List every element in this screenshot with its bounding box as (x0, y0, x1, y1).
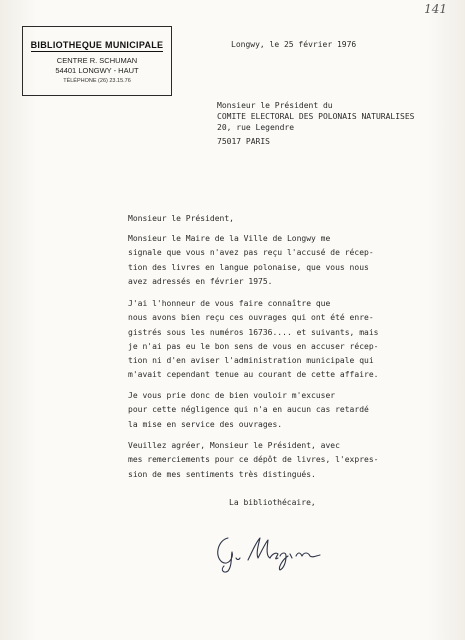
text-line: gistrés sous les numéros 16736.... et suivants, mais (128, 327, 379, 337)
text-line: la mise en service des ouvrages. (128, 419, 283, 429)
recipient-line: 75017 PARIS (217, 137, 270, 146)
text-line: nous avons bien reçu ces ouvrages qui ont été enre- (128, 313, 374, 323)
letterhead-line2: 54401 LONGWY - HAUT (55, 66, 139, 75)
library-name: BIBLIOTHEQUE MUNICIPALE (30, 40, 164, 50)
text-line: J'ai l'honneur de vous faire connaître que (128, 299, 331, 308)
text-line: mes remerciements pour ce dépôt de livres, l'expres- (128, 455, 379, 465)
signature-drawing (212, 524, 332, 574)
folio-number: 141 (424, 2, 447, 16)
text-line: tion des livres en langue polonaise, que vous nous (128, 262, 369, 272)
letterhead-line1: CENTRE R. SCHUMAN (56, 56, 138, 65)
recipient-line: COMITE ELECTORAL DES POLONAIS NATURALISES (217, 112, 415, 121)
text-line: Veuillez agréer, Monsieur le Président, avec (128, 441, 340, 450)
recipient-address (217, 100, 414, 147)
recipient-line: 20, rue Legendre (217, 123, 295, 132)
recipient-line: Monsieur le Président du (217, 101, 333, 110)
letterhead-phone: TÉLÉPHONE (26) 23.15.76 (63, 78, 131, 84)
paragraph-3 (128, 389, 426, 432)
text-line: signale que vous n'avez pas reçu l'accusé de récep- (128, 248, 374, 258)
paragraph-4 (128, 439, 426, 482)
text-line: m'avait cependant tenue au courant de cette affaire. (128, 370, 379, 380)
text-line: pour cette négligence qui n'a en aucun cas retardé (128, 405, 369, 415)
date-line: Longwy, le 25 février 1976 (231, 40, 357, 49)
closing-line: La bibliothécaire, (229, 498, 316, 507)
text-line: je n'ai pas eu le bon sens de vous en accuser récep- (128, 341, 379, 351)
letterhead-stamp (22, 26, 172, 96)
salutation: Monsieur le Président, (128, 214, 234, 223)
text-line: sion de mes sentiments très distingués. (128, 469, 316, 479)
text-line: avez adressés en février 1975. (128, 276, 273, 286)
text-line: tion ni d'en aviser l'administration municipale qui (128, 356, 374, 366)
text-line: Monsieur le Maire de la Ville de Longwy me (128, 234, 331, 243)
paragraph-2 (128, 297, 426, 383)
paragraph-1 (128, 232, 426, 289)
handwritten-signature (212, 524, 332, 578)
text-line: Je vous prie donc de bien vouloir m'excuser (128, 391, 336, 400)
